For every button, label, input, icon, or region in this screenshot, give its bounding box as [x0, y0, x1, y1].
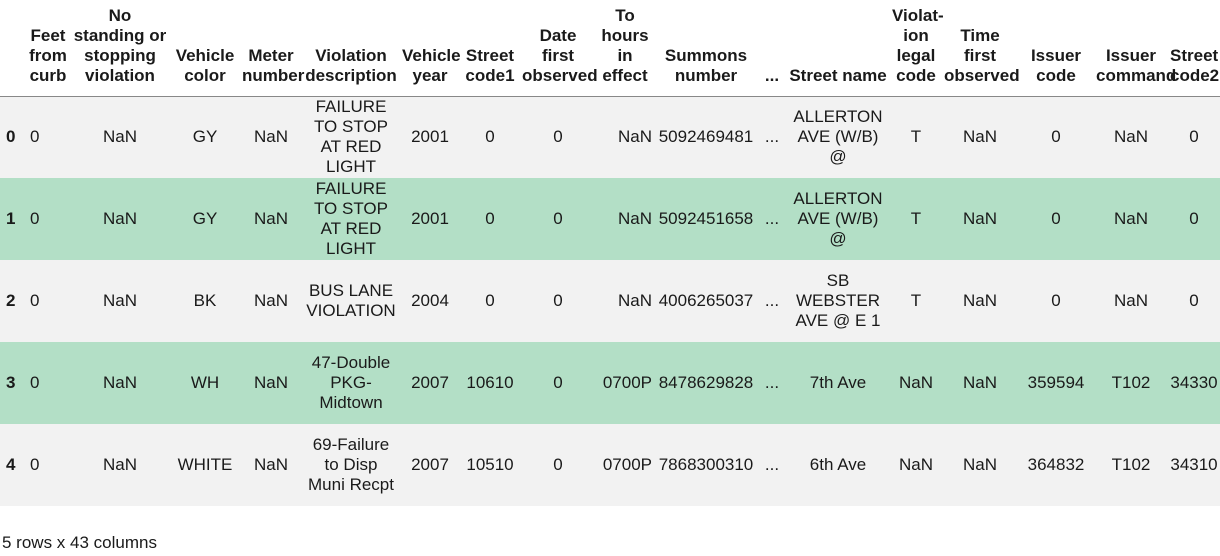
- table-cell: 8478629828: [658, 373, 754, 392]
- column-header: Time first observed: [942, 0, 1018, 96]
- table-cell: 0: [553, 291, 563, 310]
- table-cell: 0: [30, 291, 40, 310]
- table-cell: 359594: [1027, 373, 1085, 392]
- column-header: Issuer command: [1094, 0, 1168, 96]
- table-cell: 7868300310: [658, 455, 754, 474]
- table-cell: 0: [1051, 209, 1061, 228]
- table-cell: T102: [1111, 455, 1151, 474]
- table-row: [0, 260, 1220, 342]
- table-cell: T102: [1111, 373, 1151, 392]
- table-cell: 5092451658: [658, 209, 754, 228]
- column-header: Vehicle color: [170, 0, 240, 96]
- table-cell: FAILURE TO STOP AT RED LIGHT: [313, 179, 388, 258]
- table-cell: NaN: [102, 291, 137, 310]
- table-cell: 2007: [411, 455, 449, 474]
- table-cell: NaN: [898, 373, 933, 392]
- table-cell: 0: [30, 373, 40, 392]
- column-header: Street code1: [460, 0, 520, 96]
- row-index: 0: [6, 127, 16, 147]
- table-cell: 0: [1189, 209, 1199, 228]
- table-cell: 0: [553, 373, 563, 392]
- row-index: 2: [6, 291, 16, 310]
- table-row: [0, 342, 1220, 424]
- table-cell: ...: [764, 291, 780, 310]
- table-cell: 0: [30, 127, 40, 147]
- column-header: No standing or stopping violation: [70, 0, 170, 96]
- header-row: [0, 0, 1220, 96]
- column-header: Date first observed: [520, 0, 596, 96]
- table-cell: NaN: [253, 209, 288, 228]
- table-cell: NaN: [253, 373, 288, 392]
- table-cell: NaN: [102, 373, 137, 392]
- table-body: [0, 96, 1220, 506]
- row-index: 1: [6, 209, 16, 228]
- table-cell: 4006265037: [658, 291, 754, 310]
- column-header: Street code2: [1168, 0, 1220, 96]
- table-cell: WH: [190, 373, 220, 392]
- table-cell: NaN: [1113, 291, 1148, 310]
- column-header: ...: [758, 0, 786, 96]
- column-header: Violation description: [302, 0, 400, 96]
- column-header: Feet from curb: [26, 0, 70, 96]
- table-cell: 34330: [1170, 373, 1218, 392]
- table-cell: NaN: [617, 209, 652, 228]
- table-cell: 0: [1051, 127, 1061, 147]
- table-cell: 2001: [411, 127, 449, 147]
- table-cell: ...: [764, 127, 780, 147]
- table-cell: 47-Double PKG-Midtown: [311, 353, 391, 412]
- table-cell: NaN: [253, 291, 288, 310]
- table-cell: ...: [764, 209, 780, 228]
- column-header: Issuer code: [1018, 0, 1094, 96]
- table-cell: 2004: [411, 291, 449, 310]
- table-cell: 7th Ave: [809, 373, 867, 392]
- table-row: [0, 96, 1220, 178]
- table-cell: 2001: [411, 209, 449, 228]
- table-cell: NaN: [102, 209, 137, 228]
- table-cell: BUS LANE VIOLATION: [306, 281, 396, 320]
- column-header: Vehicle year: [400, 0, 460, 96]
- table-cell: SB WEBSTER AVE @ E 1: [795, 271, 881, 330]
- column-header: Meter number: [240, 0, 302, 96]
- row-index: 4: [6, 455, 16, 474]
- row-column-summary: 5 rows x 43 columns: [2, 533, 157, 552]
- table-cell: 0: [485, 291, 495, 310]
- table-cell: BK: [193, 291, 217, 310]
- table-cell: ALLERTON AVE (W/B) @: [793, 189, 883, 248]
- table-cell: NaN: [102, 455, 137, 474]
- table-cell: 0: [30, 455, 40, 474]
- index-header: [0, 0, 26, 96]
- table-row: [0, 424, 1220, 506]
- table-cell: 0: [1189, 291, 1199, 310]
- table-cell: 0: [553, 455, 563, 474]
- table-cell: 0: [485, 127, 495, 147]
- table-cell: 34310: [1170, 455, 1218, 474]
- table-cell: NaN: [962, 455, 997, 474]
- table-cell: 0: [553, 127, 563, 147]
- table-cell: 0: [553, 209, 563, 228]
- table-cell: T: [910, 127, 922, 147]
- table-row: [0, 178, 1220, 260]
- table-cell: 0: [485, 209, 495, 228]
- table-cell: 0700P: [602, 373, 652, 392]
- table-cell: 10510: [466, 455, 514, 474]
- table-cell: NaN: [617, 127, 652, 147]
- table-cell: 364832: [1027, 455, 1085, 474]
- table-cell: NaN: [1113, 127, 1148, 147]
- table-cell: 0700P: [602, 455, 652, 474]
- table-cell: NaN: [962, 291, 997, 310]
- table-cell: GY: [192, 127, 218, 147]
- table-cell: T: [910, 209, 922, 228]
- table-cell: 69-Failure to Disp Muni Recpt: [308, 435, 394, 494]
- table-cell: NaN: [962, 127, 997, 147]
- table-cell: NaN: [962, 209, 997, 228]
- row-index: 3: [6, 373, 16, 392]
- column-header: Violat-ion legal code: [890, 0, 942, 96]
- table-cell: ...: [764, 373, 780, 392]
- table-cell: NaN: [898, 455, 933, 474]
- table-cell: ...: [764, 455, 780, 474]
- table-cell: NaN: [1113, 209, 1148, 228]
- table-cell: 6th Ave: [809, 455, 867, 474]
- table-cell: FAILURE TO STOP AT RED LIGHT: [313, 97, 388, 177]
- table-cell: NaN: [253, 127, 288, 147]
- table-cell: 0: [1051, 291, 1061, 310]
- table-cell: 5092469481: [658, 127, 754, 147]
- table-cell: 2007: [411, 373, 449, 392]
- table-cell: WHITE: [177, 455, 233, 474]
- table-cell: 0: [30, 209, 40, 228]
- table-cell: T: [910, 291, 922, 310]
- table-cell: NaN: [962, 373, 997, 392]
- table-cell: NaN: [102, 127, 137, 147]
- table-cell: NaN: [617, 291, 652, 310]
- table-cell: 10610: [466, 373, 514, 392]
- table-cell: GY: [192, 209, 218, 228]
- column-header: Summons number: [654, 0, 758, 96]
- column-header: Street name: [786, 0, 890, 96]
- table-cell: ALLERTON AVE (W/B) @: [793, 107, 883, 167]
- column-header: To hours in effect: [596, 0, 654, 96]
- table-cell: 0: [1189, 127, 1199, 147]
- table-cell: NaN: [253, 455, 288, 474]
